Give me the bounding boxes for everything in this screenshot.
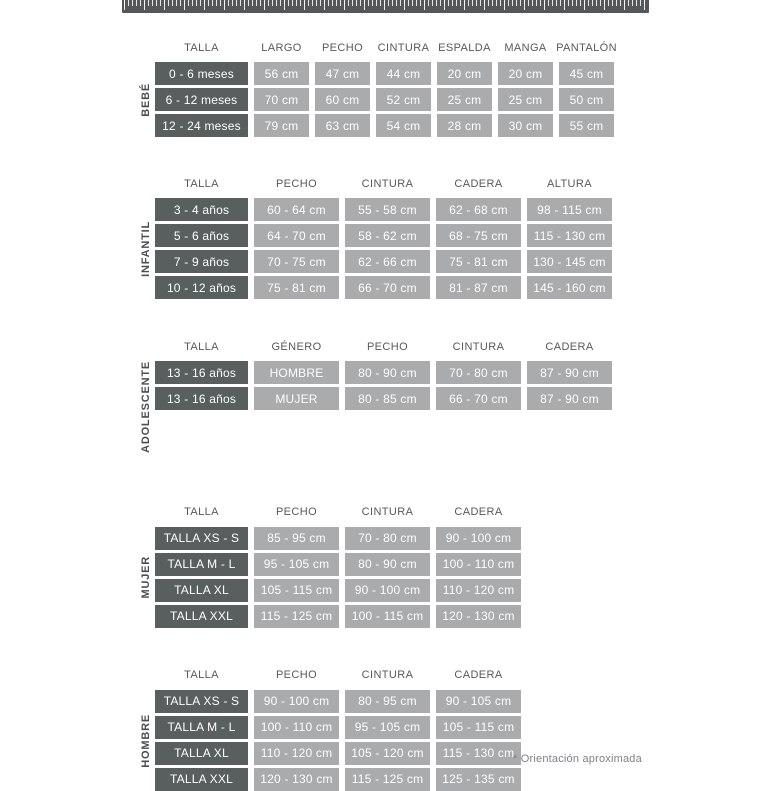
- size-table-bebe: [155, 36, 617, 137]
- column-header-cadera: CADERA: [454, 669, 503, 682]
- size-table-adolescente: [155, 335, 612, 453]
- measurement-cell: 60 cm: [315, 88, 370, 111]
- column-header-cintura: CINTURA: [377, 41, 430, 54]
- measurement-cell: 115 - 130 cm: [436, 742, 521, 765]
- measurement-cell: 25 cm: [498, 88, 553, 111]
- column-header-cadera: CADERA: [454, 506, 503, 519]
- size-cell: 0 - 6 meses: [155, 62, 248, 85]
- column-header-pecho: PECHO: [366, 340, 409, 353]
- column-header-cintura: CINTURA: [361, 669, 414, 682]
- measurement-cell: 28 cm: [437, 114, 492, 137]
- measurement-cell: 120 - 130 cm: [436, 605, 521, 628]
- size-cell: TALLA M - L: [155, 553, 248, 576]
- size-cell: 13 - 16 años: [155, 361, 248, 384]
- measurement-cell: 90 - 100 cm: [436, 527, 521, 550]
- column-header-talla: TALLA: [184, 340, 219, 353]
- measurement-cell: 70 cm: [254, 88, 309, 111]
- section-label-column: [137, 664, 155, 791]
- size-cell: 12 - 24 meses: [155, 114, 248, 137]
- section-adolescente: [137, 335, 614, 453]
- measurement-cell: 45 cm: [559, 62, 614, 85]
- column-header-talla: TALLA: [184, 177, 219, 190]
- measurement-cell: 110 - 120 cm: [436, 579, 521, 602]
- measurement-cell: 80 - 95 cm: [345, 690, 430, 713]
- measurement-cell: 100 - 110 cm: [254, 716, 339, 739]
- size-table-infantil: [155, 172, 612, 299]
- column-header-cintura: CINTURA: [452, 340, 505, 353]
- column-header-talla: TALLA: [184, 41, 219, 54]
- measurement-cell: 100 - 115 cm: [345, 605, 430, 628]
- measurement-cell: 105 - 120 cm: [345, 742, 430, 765]
- measuring-tape-icon: [122, 0, 649, 13]
- size-cell: 13 - 16 años: [155, 387, 248, 410]
- column-header-cadera: CADERA: [454, 177, 503, 190]
- measurement-cell: 70 - 75 cm: [254, 250, 339, 273]
- measurement-cell: 25 cm: [437, 88, 492, 111]
- section-label-adolescente: ADOLESCENTE: [140, 361, 152, 453]
- measurement-cell: 90 - 100 cm: [254, 690, 339, 713]
- measurement-cell: 90 - 100 cm: [345, 579, 430, 602]
- section-mujer: [137, 501, 614, 628]
- measurement-cell: 50 cm: [559, 88, 614, 111]
- measurement-cell: 95 - 105 cm: [345, 716, 430, 739]
- size-cell: 10 - 12 años: [155, 276, 248, 299]
- measurement-cell: 62 - 66 cm: [345, 250, 430, 273]
- measurement-cell: 58 - 62 cm: [345, 224, 430, 247]
- section-label-column: [137, 36, 155, 137]
- measurement-cell: 100 - 110 cm: [436, 553, 521, 576]
- column-header-cadera: CADERA: [545, 340, 594, 353]
- measurement-cell: 63 cm: [315, 114, 370, 137]
- approximation-footnote: * Orientación aproximada: [513, 753, 642, 765]
- measurement-cell: 80 - 85 cm: [345, 387, 430, 410]
- section-hombre: [137, 664, 614, 791]
- measurement-cell: 130 - 145 cm: [527, 250, 612, 273]
- section-infantil: [137, 172, 614, 299]
- column-header-pecho: PECHO: [275, 669, 318, 682]
- column-header-cintura: CINTURA: [361, 506, 414, 519]
- section-bebe: [137, 36, 617, 137]
- section-label-infantil: INFANTIL: [140, 220, 152, 277]
- size-cell: TALLA M - L: [155, 716, 248, 739]
- section-label-column: [137, 172, 155, 299]
- column-header-pantalon: PANTALÓN: [556, 41, 617, 54]
- section-label-mujer: MUJER: [140, 556, 152, 599]
- size-cell: 5 - 6 años: [155, 224, 248, 247]
- column-header-cintura: CINTURA: [361, 177, 414, 190]
- measurement-cell: 120 - 130 cm: [254, 768, 339, 791]
- measurement-cell: 85 - 95 cm: [254, 527, 339, 550]
- measurement-cell: 87 - 90 cm: [527, 361, 612, 384]
- measurement-cell: 110 - 120 cm: [254, 742, 339, 765]
- column-header-talla: TALLA: [184, 506, 219, 519]
- gender-cell: HOMBRE: [254, 361, 339, 384]
- measurement-cell: 20 cm: [437, 62, 492, 85]
- measurement-cell: 80 - 90 cm: [345, 553, 430, 576]
- column-header-manga: MANGA: [504, 41, 547, 54]
- measurement-cell: 55 - 58 cm: [345, 198, 430, 221]
- measurement-cell: 79 cm: [254, 114, 309, 137]
- column-header-espalda: ESPALDA: [438, 41, 491, 54]
- measurement-cell: 66 - 70 cm: [345, 276, 430, 299]
- measurement-cell: 30 cm: [498, 114, 553, 137]
- measurement-cell: 54 cm: [376, 114, 431, 137]
- measurement-cell: 68 - 75 cm: [436, 224, 521, 247]
- column-header-genero: GÉNERO: [271, 340, 322, 353]
- measurement-cell: 87 - 90 cm: [527, 387, 612, 410]
- measurement-cell: 20 cm: [498, 62, 553, 85]
- measurement-cell: 90 - 105 cm: [436, 690, 521, 713]
- measurement-cell: 125 - 135 cm: [436, 768, 521, 791]
- measurement-cell: 75 - 81 cm: [254, 276, 339, 299]
- size-chart-sheet: [137, 36, 617, 791]
- section-label-bebe: BEBÉ: [140, 82, 152, 117]
- measurement-cell: 115 - 125 cm: [345, 768, 430, 791]
- column-header-pecho: PECHO: [275, 506, 318, 519]
- measurement-cell: 98 - 115 cm: [527, 198, 612, 221]
- measurement-cell: 60 - 64 cm: [254, 198, 339, 221]
- section-label-hombre: HOMBRE: [140, 713, 152, 768]
- column-header-altura: ALTURA: [547, 177, 592, 190]
- measurement-cell: 70 - 80 cm: [345, 527, 430, 550]
- measurement-cell: 56 cm: [254, 62, 309, 85]
- size-cell: 3 - 4 años: [155, 198, 248, 221]
- measurement-cell: 55 cm: [559, 114, 614, 137]
- column-header-largo: LARGO: [261, 41, 302, 54]
- measurement-cell: 52 cm: [376, 88, 431, 111]
- measurement-cell: 62 - 68 cm: [436, 198, 521, 221]
- size-cell: TALLA XXL: [155, 605, 248, 628]
- measurement-cell: 64 - 70 cm: [254, 224, 339, 247]
- measurement-cell: 115 - 125 cm: [254, 605, 339, 628]
- size-cell: 6 - 12 meses: [155, 88, 248, 111]
- measurement-cell: 44 cm: [376, 62, 431, 85]
- measurement-cell: 105 - 115 cm: [436, 716, 521, 739]
- size-cell: TALLA XXL: [155, 768, 248, 791]
- measurement-cell: 70 - 80 cm: [436, 361, 521, 384]
- column-header-pecho: PECHO: [275, 177, 318, 190]
- measurement-cell: 80 - 90 cm: [345, 361, 430, 384]
- column-header-talla: TALLA: [184, 669, 219, 682]
- column-header-pecho: PECHO: [321, 41, 364, 54]
- size-cell: TALLA XL: [155, 579, 248, 602]
- size-table-hombre: [155, 664, 521, 791]
- measurement-cell: 47 cm: [315, 62, 370, 85]
- size-cell: 7 - 9 años: [155, 250, 248, 273]
- size-cell: TALLA XS - S: [155, 527, 248, 550]
- size-cell: TALLA XL: [155, 742, 248, 765]
- measurement-cell: 115 - 130 cm: [527, 224, 612, 247]
- gender-cell: MUJER: [254, 387, 339, 410]
- measurement-cell: 66 - 70 cm: [436, 387, 521, 410]
- size-cell: TALLA XS - S: [155, 690, 248, 713]
- measurement-cell: 105 - 115 cm: [254, 579, 339, 602]
- section-label-column: [137, 501, 155, 628]
- measurement-cell: 75 - 81 cm: [436, 250, 521, 273]
- section-label-column: [137, 335, 155, 453]
- measurement-cell: 81 - 87 cm: [436, 276, 521, 299]
- measurement-cell: 145 - 160 cm: [527, 276, 612, 299]
- measurement-cell: 95 - 105 cm: [254, 553, 339, 576]
- size-table-mujer: [155, 501, 521, 628]
